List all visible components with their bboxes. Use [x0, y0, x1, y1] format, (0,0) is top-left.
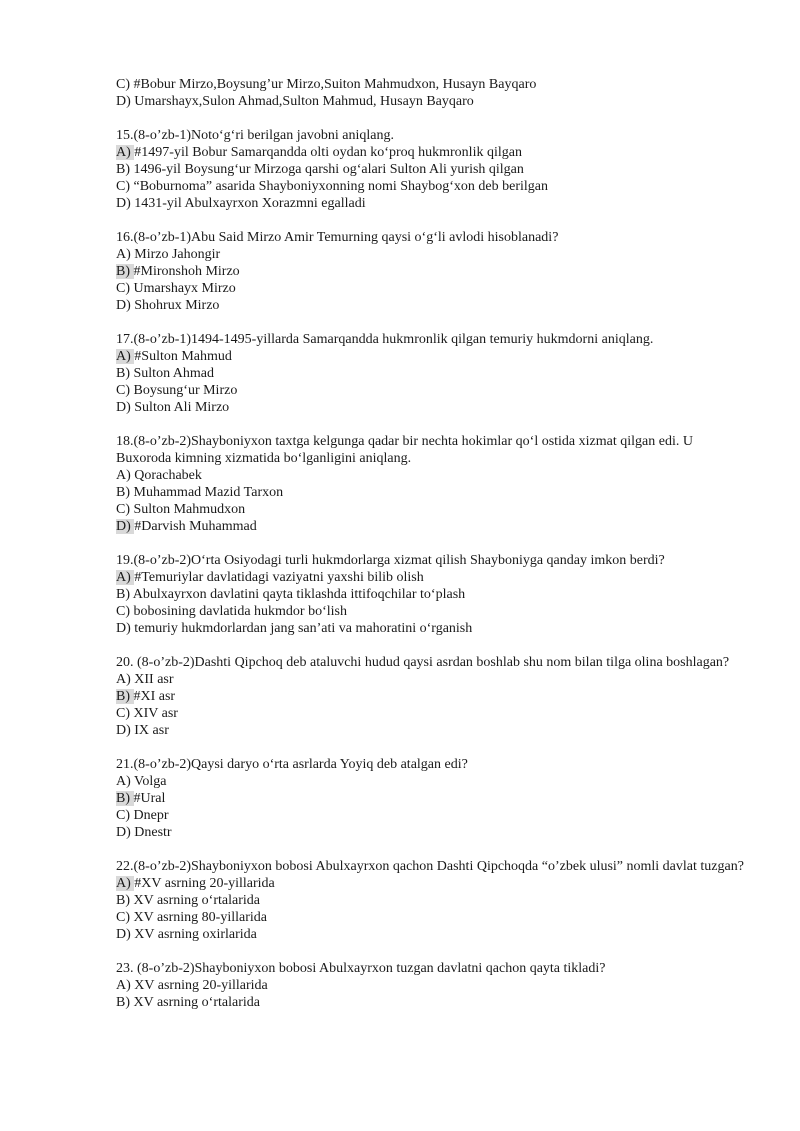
answer-text: C) XIV asr [116, 706, 178, 721]
answer-option [116, 671, 746, 688]
answer-option [116, 246, 746, 263]
question-text: 19.(8-o’zb-2)O‘rta Osiyodagi turli hukmdorlarga xizmat qilish Shayboniyga qanday imkon berdi? [116, 553, 665, 568]
answer-text: #Mironshoh Mirzo [133, 264, 240, 279]
answer-option [116, 688, 746, 705]
answer-text: #XI asr [133, 689, 176, 704]
answer-option [116, 484, 746, 501]
answer-text: A) Mirzo Jahongir [116, 247, 221, 262]
answer-option [116, 569, 746, 586]
answer-option [116, 586, 746, 603]
answer-text: B) XV asrning o‘rtalarida [116, 893, 260, 908]
answer-marker: A) [116, 349, 135, 364]
answer-text: #Temuriylar davlatidagi vaziyatni yaxshi bilib olish [134, 570, 424, 585]
answer-text: B) XV asrning o‘rtalarida [116, 995, 260, 1010]
answer-option [116, 807, 746, 824]
answer-option [116, 790, 746, 807]
spacer [116, 637, 746, 654]
answer-option [116, 348, 746, 365]
answer-marker: B) [116, 791, 134, 806]
answer-marker: B) [116, 689, 134, 704]
answer-text: C) XV asrning 80-yillarida [116, 910, 267, 925]
answer-option [116, 705, 746, 722]
answer-option [116, 365, 746, 382]
answer-option [116, 195, 746, 212]
answer-text: D) 1431-yil Abulxayrxon Xorazmni egalladi [116, 196, 366, 211]
answer-text: D) temuriy hukmdorlardan jang san’ati va mahoratini o‘rganish [116, 621, 473, 636]
answer-text: B) Abulxayrxon davlatini qayta tiklashda ittifoqchilar to‘plash [116, 587, 466, 602]
answer-option [116, 280, 746, 297]
answer-text: D) IX asr [116, 723, 169, 738]
answer-text: A) Volga [116, 774, 167, 789]
question-text: 20. (8-o’zb-2)Dashti Qipchoq deb ataluvchi hudud qaysi asrdan boshlab shu nom bilan tilga olina boshlagan? [116, 655, 730, 670]
answer-text: D) Shohrux Mirzo [116, 298, 220, 313]
answer-text: D) Dnestr [116, 825, 172, 840]
answer-option [116, 263, 746, 280]
answer-option [116, 977, 746, 994]
answer-option [116, 909, 746, 926]
spacer [116, 943, 746, 960]
answer-text: C) #Bobur Mirzo,Boysung’ur Mirzo,Suiton Mahmudxon, Husayn Bayqaro [116, 77, 537, 92]
answer-option [116, 603, 746, 620]
answer-option [116, 518, 746, 535]
answer-option [116, 382, 746, 399]
question-text: 23. (8-o’zb-2)Shayboniyxon bobosi Abulxayrxon tuzgan davlatni qachon qayta tikladi? [116, 961, 606, 976]
answer-marker: A) [116, 876, 135, 891]
answer-option [116, 722, 746, 739]
answer-option [116, 297, 746, 314]
answer-text: D) Umarshayx,Sulon Ahmad,Sulton Mahmud, Husayn Bayqaro [116, 94, 474, 109]
answer-option [116, 501, 746, 518]
answer-option [116, 926, 746, 943]
question-text: 18.(8-o’zb-2)Shayboniyxon taxtga kelgunga qadar bir nechta hokimlar qo‘l ostida xizmat qilgan edi. U Buxoroda kimning xizmatida bo‘lganligini aniqlang. [116, 434, 693, 466]
answer-option [116, 620, 746, 637]
question-text: 21.(8-o’zb-2)Qaysi daryo o‘rta asrlarda Yoyiq deb atalgan edi? [116, 757, 468, 772]
spacer [116, 841, 746, 858]
answer-text: C) bobosining davlatida hukmdor bo‘lish [116, 604, 347, 619]
spacer [116, 212, 746, 229]
answer-text: #Darvish Muhammad [134, 519, 257, 534]
answer-text: A) XV asrning 20-yillarida [116, 978, 268, 993]
answer-option [116, 399, 746, 416]
answer-marker: A) [116, 145, 135, 160]
spacer [116, 535, 746, 552]
answer-marker: D) [116, 519, 135, 534]
answer-text: C) Dnepr [116, 808, 169, 823]
answer-text: C) “Boburnoma” asarida Shayboniyxonning nomi Shaybog‘xon deb berilgan [116, 179, 548, 194]
question-text: 16.(8-o’zb-1)Abu Said Mirzo Amir Temurning qaysi o‘g‘li avlodi hisoblanadi? [116, 230, 559, 245]
answer-text: D) XV asrning oxirlarida [116, 927, 257, 942]
answer-text: D) Sulton Ali Mirzo [116, 400, 230, 415]
answer-option [116, 892, 746, 909]
answer-text: C) Umarshayx Mirzo [116, 281, 236, 296]
answer-option [116, 93, 746, 110]
answer-option [116, 161, 746, 178]
answer-text: B) Muhammad Mazid Tarxon [116, 485, 284, 500]
question-text: 15.(8-o’zb-1)Noto‘g‘ri berilgan javobni aniqlang. [116, 128, 394, 143]
document-page [116, 76, 746, 1011]
spacer [116, 416, 746, 433]
answer-text: A) Qorachabek [116, 468, 202, 483]
answer-text: #XV asrning 20-yillarida [134, 876, 275, 891]
answer-option [116, 994, 746, 1011]
answer-option [116, 76, 746, 93]
spacer [116, 739, 746, 756]
spacer [116, 314, 746, 331]
answer-marker: B) [116, 264, 134, 279]
answer-text: #Sulton Mahmud [134, 349, 232, 364]
answer-option [116, 467, 746, 484]
answer-text: B) 1496-yil Boysung‘ur Mirzoga qarshi og‘alari Sulton Ali yurish qilgan [116, 162, 524, 177]
question-text: 17.(8-o’zb-1)1494-1495-yillarda Samarqandda hukmronlik qilgan temuriy hukmdorni aniqlang. [116, 332, 654, 347]
answer-text: A) XII asr [116, 672, 174, 687]
answer-option [116, 824, 746, 841]
answer-option [116, 144, 746, 161]
answer-text: C) Sulton Mahmudxon [116, 502, 246, 517]
answer-text: B) Sulton Ahmad [116, 366, 215, 381]
answer-option [116, 773, 746, 790]
answer-option [116, 875, 746, 892]
answer-option [116, 178, 746, 195]
answer-marker: A) [116, 570, 135, 585]
answer-text: #Ural [133, 791, 166, 806]
answer-text: #1497-yil Bobur Samarqandda olti oydan ko‘proq hukmronlik qilgan [134, 145, 522, 160]
answer-text: C) Boysung‘ur Mirzo [116, 383, 238, 398]
question-text: 22.(8-o’zb-2)Shayboniyxon bobosi Abulxayrxon qachon Dashti Qipchoqda “o’zbek ulusi” nomli davlat tuzgan? [116, 859, 744, 874]
spacer [116, 110, 746, 127]
